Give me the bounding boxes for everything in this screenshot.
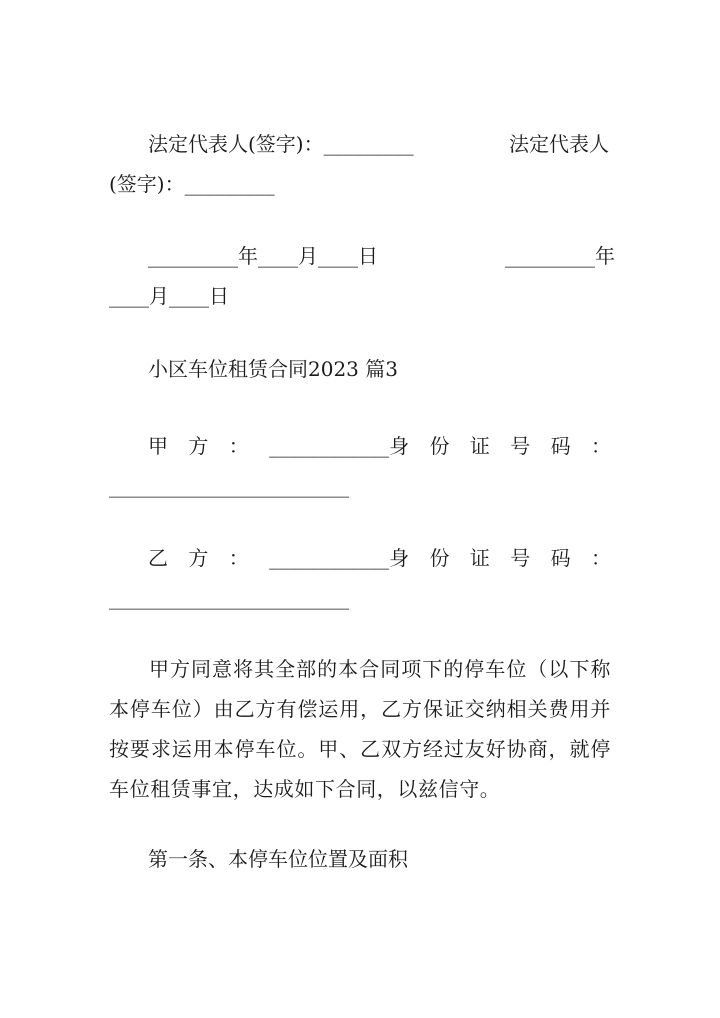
party-b-id-blank: ________________________ (109, 586, 349, 610)
party-a-char: ____________身 (269, 434, 410, 458)
party-a-char: ： (591, 434, 611, 458)
article-heading-text: 第一条、本停车位位置及面积 (148, 847, 408, 871)
signature-right-label: 法定代表人 (509, 132, 609, 156)
party-b-char: 号 (510, 546, 531, 570)
date-line-right (505, 238, 615, 274)
party-a-char: ： (228, 434, 249, 458)
date-right: _________年 (505, 244, 615, 268)
party-b-char: 份 (429, 546, 450, 570)
party-b-continued (109, 580, 611, 616)
party-b-char: ： (591, 546, 611, 570)
signature-continued-label: (签字)：_________ (109, 172, 275, 196)
party-b-char: 证 (469, 546, 490, 570)
section-title (148, 351, 611, 387)
date-continued: ____月____日 (109, 284, 229, 308)
party-b-char: ： (228, 546, 249, 570)
party-a-char: 证 (469, 434, 490, 458)
party-a-char: 甲 (148, 434, 168, 458)
signature-line-right (509, 126, 609, 162)
party-a-char: 号 (510, 434, 531, 458)
date-line-continued (109, 278, 611, 314)
party-b-line (148, 540, 611, 576)
party-a-line (148, 428, 611, 464)
body-paragraph: 甲方同意将其全部的本合同项下的停车位（以下称本停车位）由乙方有偿运用，乙方保证交纳相关费用并按要求运用本停车位。甲、乙双方经过友好协商，就停车位租赁事宜，达成如下合同，以兹信守。 (109, 657, 611, 801)
party-b-char: ____________身 (269, 546, 410, 570)
party-a-continued (109, 468, 611, 504)
date-left: _________年____月____日 (148, 244, 378, 268)
party-a-id-blank: ________________________ (109, 474, 349, 498)
signature-line-continued (109, 166, 611, 202)
section-title-text: 小区车位租赁合同2023 篇3 (148, 357, 398, 381)
party-b-char: 乙 (148, 546, 168, 570)
signature-left-label: 法定代表人(签字)：_________ (148, 132, 414, 156)
party-b-fields (148, 540, 611, 576)
party-a-char: 方 (188, 434, 209, 458)
party-b-char: 方 (188, 546, 209, 570)
party-a-char: 码 (550, 434, 571, 458)
party-a-fields (148, 428, 611, 464)
party-b-char: 码 (550, 546, 571, 570)
article-heading (148, 841, 611, 877)
party-a-char: 份 (429, 434, 450, 458)
